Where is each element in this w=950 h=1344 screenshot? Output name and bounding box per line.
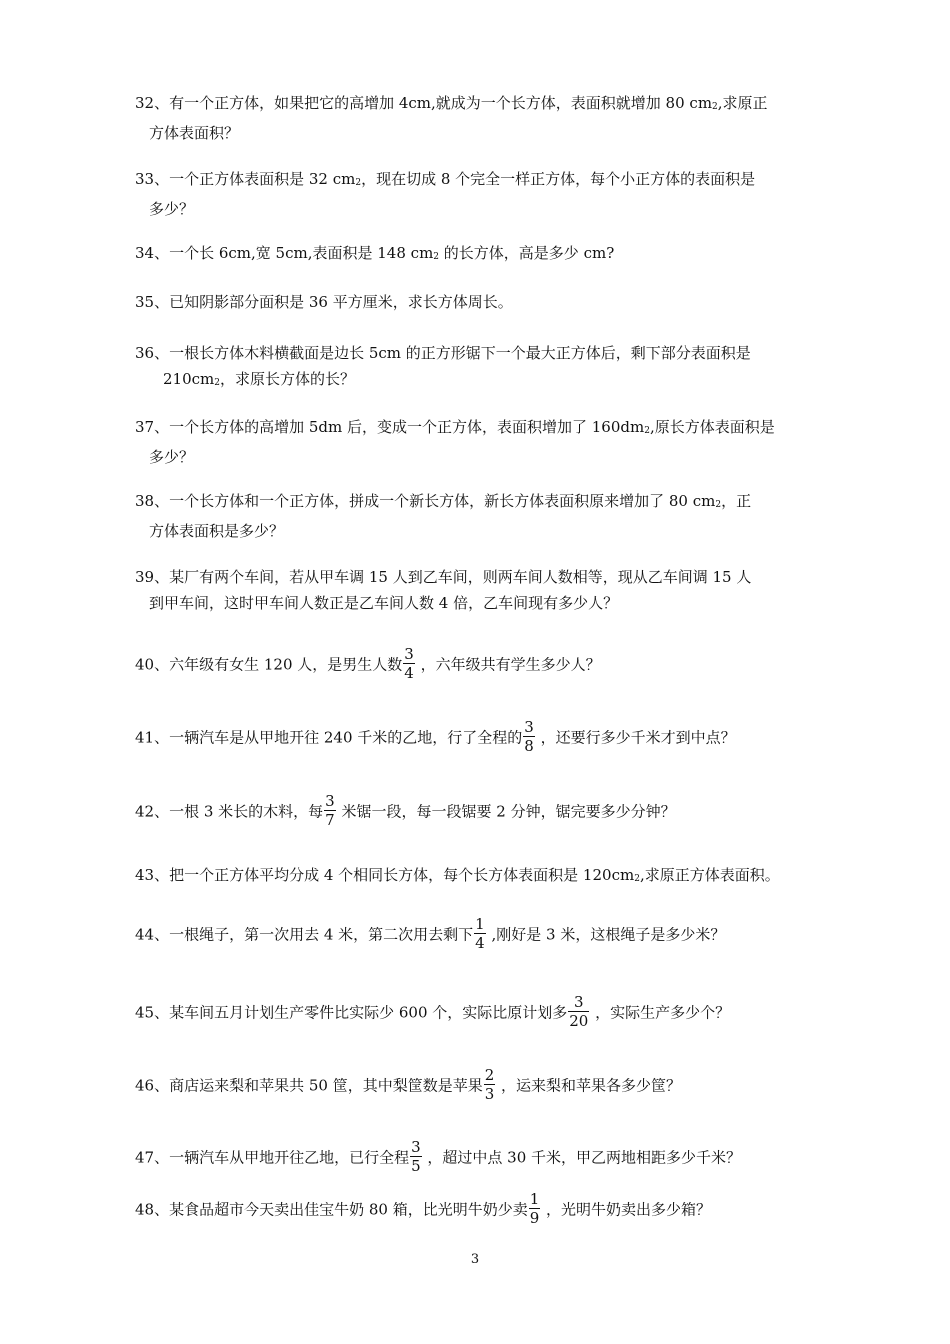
superscript: 2	[355, 178, 362, 188]
problem-36	[135, 340, 825, 396]
problem-text: 210cm	[163, 370, 215, 388]
fraction	[529, 1191, 541, 1226]
fraction-numerator: 3	[404, 645, 414, 663]
problem-48	[135, 1190, 825, 1228]
problem-text: 40、六年级有女生 120 人，是男生人数	[135, 655, 403, 674]
problem-45	[135, 993, 825, 1031]
problem-text: 45、某车间五月计划生产零件比实际少 600 个，实际比原计划多	[135, 1003, 568, 1022]
fraction-denominator: 4	[475, 934, 485, 952]
fraction	[484, 1067, 496, 1102]
superscript: 2	[433, 252, 440, 262]
problem-text: ,原长方体表面积是	[649, 418, 775, 436]
problem-text: 34、一个长 6cm,宽 5cm,表面积是 148 cm	[135, 244, 434, 262]
fraction	[324, 793, 336, 828]
problem-text: 42、一根 3 米长的木料，每	[135, 802, 324, 821]
problem-34	[135, 240, 825, 270]
fraction-denominator: 3	[484, 1085, 495, 1103]
problem-text: 35、已知阴影部分面积是 36 平方厘米，求长方体周长。	[135, 293, 513, 311]
superscript: 2	[644, 426, 650, 436]
problem-44	[135, 915, 825, 953]
problem-text: ，正	[721, 492, 752, 510]
problem-text: ，求原长方体的长？	[220, 370, 356, 388]
problem-text: ,求原正方体表面积。	[639, 866, 780, 884]
problem-39	[135, 564, 825, 616]
problem-text: ,求原正	[717, 94, 768, 112]
superscript: 2	[214, 378, 220, 388]
fraction-denominator: 5	[411, 1157, 421, 1175]
problem-text: ，运来梨和苹果各多少筐？	[496, 1076, 682, 1095]
problem-text: ，超过中点 30 千米，甲乙两地相距多少千米？	[422, 1148, 742, 1167]
problem-37	[135, 414, 825, 470]
problem-text: ，六年级共有学生多少人？	[415, 655, 601, 674]
problem-40	[135, 645, 825, 683]
problem-text: 到甲车间，这时甲车间人数正是乙车间人数 4 倍，乙车间现有多少人？	[149, 594, 619, 612]
problem-38	[135, 488, 825, 544]
fraction-numerator: 2	[484, 1066, 495, 1084]
problem-text: ,刚好是 3 米，这根绳子是多少米？	[486, 925, 726, 944]
problem-text: 47、一辆汽车从甲地开往乙地，已行全程	[135, 1148, 410, 1167]
problem-text: 33、一个正方体表面积是 32 cm	[135, 170, 356, 188]
problem-text: 38、一个长方体和一个正方体，拼成一个新长方体，新长方体表面积原来增加了 80 cm	[135, 492, 716, 510]
problem-text: 多少？	[149, 448, 195, 466]
fraction	[523, 719, 535, 754]
fraction	[403, 646, 415, 681]
problem-41	[135, 718, 825, 756]
fraction-numerator: 3	[411, 1138, 421, 1156]
problem-text: 米锯一段，每一段锯要 2 分钟，锯完要多少分钟？	[336, 802, 676, 821]
fraction-numerator: 3	[325, 792, 335, 810]
problem-text: 36、一根长方体木料横截面是边长 5cm 的正方形锯下一个最大正方体后，剩下部分表面积是	[135, 344, 751, 362]
fraction-numerator: 3	[574, 993, 584, 1011]
problem-text: 多少？	[149, 200, 195, 218]
superscript: 2	[634, 874, 640, 884]
problem-text: ，还要行多少千米才到中点？	[535, 728, 736, 747]
problem-text: 方体表面积？	[149, 124, 240, 142]
problem-text: 46、商店运来梨和苹果共 50 筐，其中梨筐数是苹果	[135, 1076, 483, 1095]
fraction-denominator: 20	[569, 1012, 589, 1030]
problem-33	[135, 166, 825, 222]
problem-text: 39、某厂有两个车间，若从甲车调 15 人到乙车间，则两车间人数相等，现从乙车间调 15 人	[135, 568, 752, 586]
page-number: 3	[470, 1252, 480, 1267]
fraction-numerator: 3	[524, 718, 534, 736]
problem-35	[135, 289, 825, 315]
problem-text: ，现在切成 8 个完全一样正方体，每个小正方体的表面积是	[361, 170, 756, 188]
problem-text: 41、一辆汽车是从甲地开往 240 千米的乙地，行了全程的	[135, 728, 523, 747]
fraction	[474, 916, 486, 951]
fraction-numerator: 1	[529, 1190, 540, 1208]
fraction-denominator: 4	[404, 664, 414, 682]
fraction	[410, 1139, 422, 1174]
problem-text: ，实际生产多少个？	[590, 1003, 731, 1022]
problem-32	[135, 90, 825, 146]
problem-46	[135, 1066, 825, 1104]
problem-text: 43、把一个正方体平均分成 4 个相同长方体，每个长方体表面积是 120cm	[135, 866, 635, 884]
problem-text: 37、一个长方体的高增加 5dm 后，变成一个正方体，表面积增加了 160dm	[135, 418, 645, 436]
problem-text: ，光明牛奶卖出多少箱？	[541, 1200, 712, 1219]
problem-43	[135, 862, 825, 892]
fraction-numerator: 1	[475, 915, 485, 933]
problem-text: 44、一根绳子，第一次用去 4 米，第二次用去剩下	[135, 925, 474, 944]
problem-text: 32、有一个正方体，如果把它的高增加 4cm,就成为一个长方体，表面积就增加 80 cm	[135, 94, 713, 112]
fraction-denominator: 8	[524, 737, 534, 755]
problem-text: 的长方体，高是多少 cm?	[439, 244, 615, 262]
problem-text: 48、某食品超市今天卖出佳宝牛奶 80 箱，比光明牛奶少卖	[135, 1200, 528, 1219]
superscript: 2	[715, 500, 722, 510]
problem-47	[135, 1138, 825, 1176]
fraction-denominator: 9	[529, 1209, 540, 1227]
fraction	[568, 994, 589, 1029]
problem-42	[135, 792, 825, 830]
fraction-denominator: 7	[325, 811, 335, 829]
problem-text: 方体表面积是多少？	[149, 522, 285, 540]
superscript: 2	[712, 102, 718, 112]
